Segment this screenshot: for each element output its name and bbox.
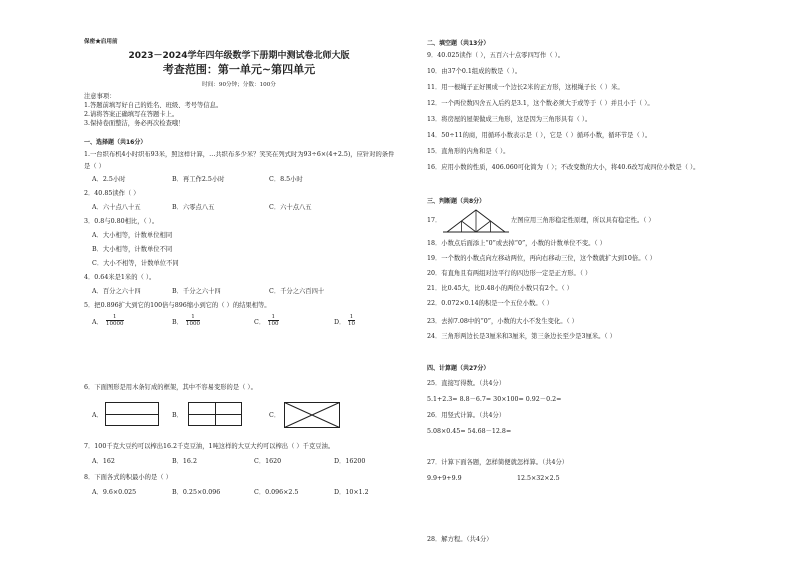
time-info: 时间：90分钟；分数：100分 <box>202 82 276 88</box>
q2-option-a: A．六十点八十五 <box>92 204 141 211</box>
q26-items: 5.08×0.45= 54.68－12.8= <box>427 428 512 435</box>
q25-stem: 25．直接写得数。（共4分） <box>427 380 506 387</box>
q5-fraction-c <box>268 314 279 327</box>
q21-line: 21．比0.45大，比0.48小的两位小数只有2个。（ ） <box>427 285 573 292</box>
q6-figure-a-crossbar <box>106 414 158 415</box>
q5-stem: 5．把0.896扩大到它的100倍与896缩小到它的（ ）的结果相等。 <box>84 302 271 309</box>
q17-number: 17． <box>427 217 442 224</box>
q17-truss-figure <box>445 208 507 234</box>
q7-option-a: A．162 <box>92 458 115 465</box>
q4-option-b: B．千分之六十四 <box>172 288 221 295</box>
q5-fraction-a-num: 1 <box>106 314 124 321</box>
q7-option-d: D．16200 <box>334 458 366 465</box>
q2-option-c: C．六十点八五 <box>269 204 312 211</box>
q7-stem: 7．100千克大豆约可以榨出16.2千克豆油，1吨这样的大豆大约可以榨出（ ）千克豆油。 <box>84 443 335 450</box>
q5-fraction-b-den: 1000 <box>186 321 200 327</box>
q3-option-c: C．大小不相等，计数单位不同 <box>92 260 179 267</box>
exam-title: 2023－2024学年四年级数学下册期中测试卷北师大版 <box>128 51 350 61</box>
q5-fraction-a-den: 10000 <box>106 321 124 327</box>
q15-line: 15．直角形的内角和是（ ）。 <box>427 148 510 155</box>
q6-label-a: A． <box>92 412 103 419</box>
q5-label-b: B． <box>172 319 183 326</box>
q2-option-b: B．六零点八五 <box>172 204 215 211</box>
q8-stem: 8．下面各式的积最小的是（ ） <box>84 474 172 481</box>
q5-fraction-c-den: 100 <box>268 321 279 327</box>
q6-label-c: C． <box>269 412 281 419</box>
section4-heading: 四、计算题（共27分） <box>427 365 490 372</box>
q6-figure-c-braced-rectangle <box>284 402 340 428</box>
q5-fraction-b-num: 1 <box>186 314 200 321</box>
right-column <box>427 0 757 562</box>
q1-option-a: A．2.5小时 <box>92 176 126 183</box>
q4-option-a: A．百分之六十四 <box>92 288 141 295</box>
q1-stem-2: 是（ ） <box>84 163 105 170</box>
q5-fraction-d-den: 10 <box>348 321 355 327</box>
q5-fraction-a <box>106 314 124 327</box>
q3-option-a: A．大小相等，计数单位相同 <box>92 232 173 239</box>
q19-line: 19．一个数的小数点向左移动两位，再向右移动三位，这个数就扩大到10倍。（ ） <box>427 255 656 262</box>
q6-figure-a-rectangle <box>105 402 159 426</box>
q27-item-2: 12.5×32×2.5 <box>517 475 560 482</box>
q1-option-c: C．8.5小时 <box>269 176 303 183</box>
q18-line: 18．小数点后面添上“0”或去掉“0”，小数的计数单位不变。（ ） <box>427 240 606 247</box>
q6-label-b: B． <box>172 412 183 419</box>
q7-option-b: B．16.2 <box>172 458 197 465</box>
section2-heading: 二、填空题（共13分） <box>427 40 490 47</box>
q27-item-1: 9.9+9+9.9 <box>427 475 462 482</box>
q7-option-c: C．1620 <box>254 458 282 465</box>
q11-line: 11．用一根绳子正好围成一个边长2米的正方形，这根绳子长（ ）米。 <box>427 84 624 91</box>
q5-fraction-c-num: 1 <box>268 314 279 321</box>
q12-line: 12．一个两位数四舍五入后约是3.1，这个数必须大于或等于（ ）并且小于（ ）。 <box>427 100 654 107</box>
q24-line: 24．三角形两边长是3厘米和3厘米，第三条边长至少是3厘米。（ ） <box>427 333 616 340</box>
section1-heading: 一、选择题（共16分） <box>84 139 147 146</box>
q4-stem: 4．0.64米是1米的（ ）。 <box>84 274 156 281</box>
q5-label-c: C． <box>254 319 266 326</box>
q1-option-b: B．再工作2.5小时 <box>172 176 225 183</box>
q8-option-c: C．0.096×2.5 <box>254 489 299 496</box>
q5-label-d: D． <box>334 319 346 326</box>
q16-line: 16．应用小数的性质，406.060可化简为（ ）；不改变数的大小，将40.6改写成四位小数是（ ）。 <box>427 164 700 171</box>
q8-option-a: A．9.6×0.025 <box>92 489 137 496</box>
q5-label-a: A． <box>92 319 103 326</box>
q5-fraction-d <box>348 314 355 327</box>
q22-line: 22．0.072×0.14的积是一个五位小数。（ ） <box>427 300 554 307</box>
q17-text: 左图应用三角形稳定性原理，所以具有稳定性。（ ） <box>511 217 655 224</box>
q6-figure-b-rectangle <box>188 402 242 426</box>
q14-line: 14．50÷11的商，用循环小数表示是（ ），它是（ ）循环小数，循环节是（ ）。 <box>427 132 652 139</box>
note-item-1: 1.答题前填写好自己的姓名、班级、考号等信息。 <box>84 102 223 109</box>
secret-mark: 保密★启用前 <box>84 39 118 45</box>
q20-line: 20．有直角且有两组对边平行的四边形一定是正方形。（ ） <box>427 270 592 277</box>
q10-line: 10．由37个0.1组成的数是（ ）。 <box>427 68 522 75</box>
exam-scope: 考查范围：第一单元~第四单元 <box>162 63 316 76</box>
q8-option-b: B．0.25×0.096 <box>172 489 221 496</box>
note-item-3: 3.保持卷面整洁，务必再次检查哦！ <box>84 120 185 127</box>
section3-heading: 三、判断题（共8分） <box>427 198 486 205</box>
q1-stem: 1.一台织布机4小时织布93米，照这样计算，…共织布多少米？笑笑在列式时为93÷6×(4+2.5)，应针对的条件 <box>84 151 394 158</box>
q8-option-d: D．10×1.2 <box>334 489 369 496</box>
notes-heading: 注意事项： <box>84 93 116 100</box>
q27-stem: 27．计算下面各题，怎样简便就怎样算。（共4分） <box>427 459 569 466</box>
q5-fraction-d-num: 1 <box>349 314 354 320</box>
q3-option-b: B．大小相等，计数单位不同 <box>92 246 173 253</box>
left-column <box>84 0 394 562</box>
q23-line: 23．去掉7.08中的“0”，小数的大小不发生变化。（ ） <box>427 318 578 325</box>
note-item-2: 2.请将答案正确填写在答题卡上。 <box>84 111 179 118</box>
q4-option-c: C．千分之六百四十 <box>269 288 325 295</box>
q26-stem: 26．用竖式计算。（共4分） <box>427 412 506 419</box>
q5-fraction-b <box>186 314 200 327</box>
q28-stem: 28．解方程。（共4分） <box>427 536 493 543</box>
q2-stem: 2．40.85读作（ ） <box>84 190 140 197</box>
q6-stem: 6．下面图形是用木条钉成的框架，其中不容易变形的是（ ）。 <box>84 384 257 391</box>
q25-items: 5.1+2.3= 8.8－6.7= 30×100= 0.92－0.2= <box>427 396 562 403</box>
q6-figure-b-divider <box>215 403 216 425</box>
q13-line: 13．将房屋的屋架做成三角形，这是因为三角形具有（ ）。 <box>427 116 592 123</box>
q3-stem: 3．0.8与0.80相比，（ ）。 <box>84 218 159 225</box>
q9-line: 9．40.025读作（ ），五百六十点零四写作（ ）。 <box>427 52 565 59</box>
